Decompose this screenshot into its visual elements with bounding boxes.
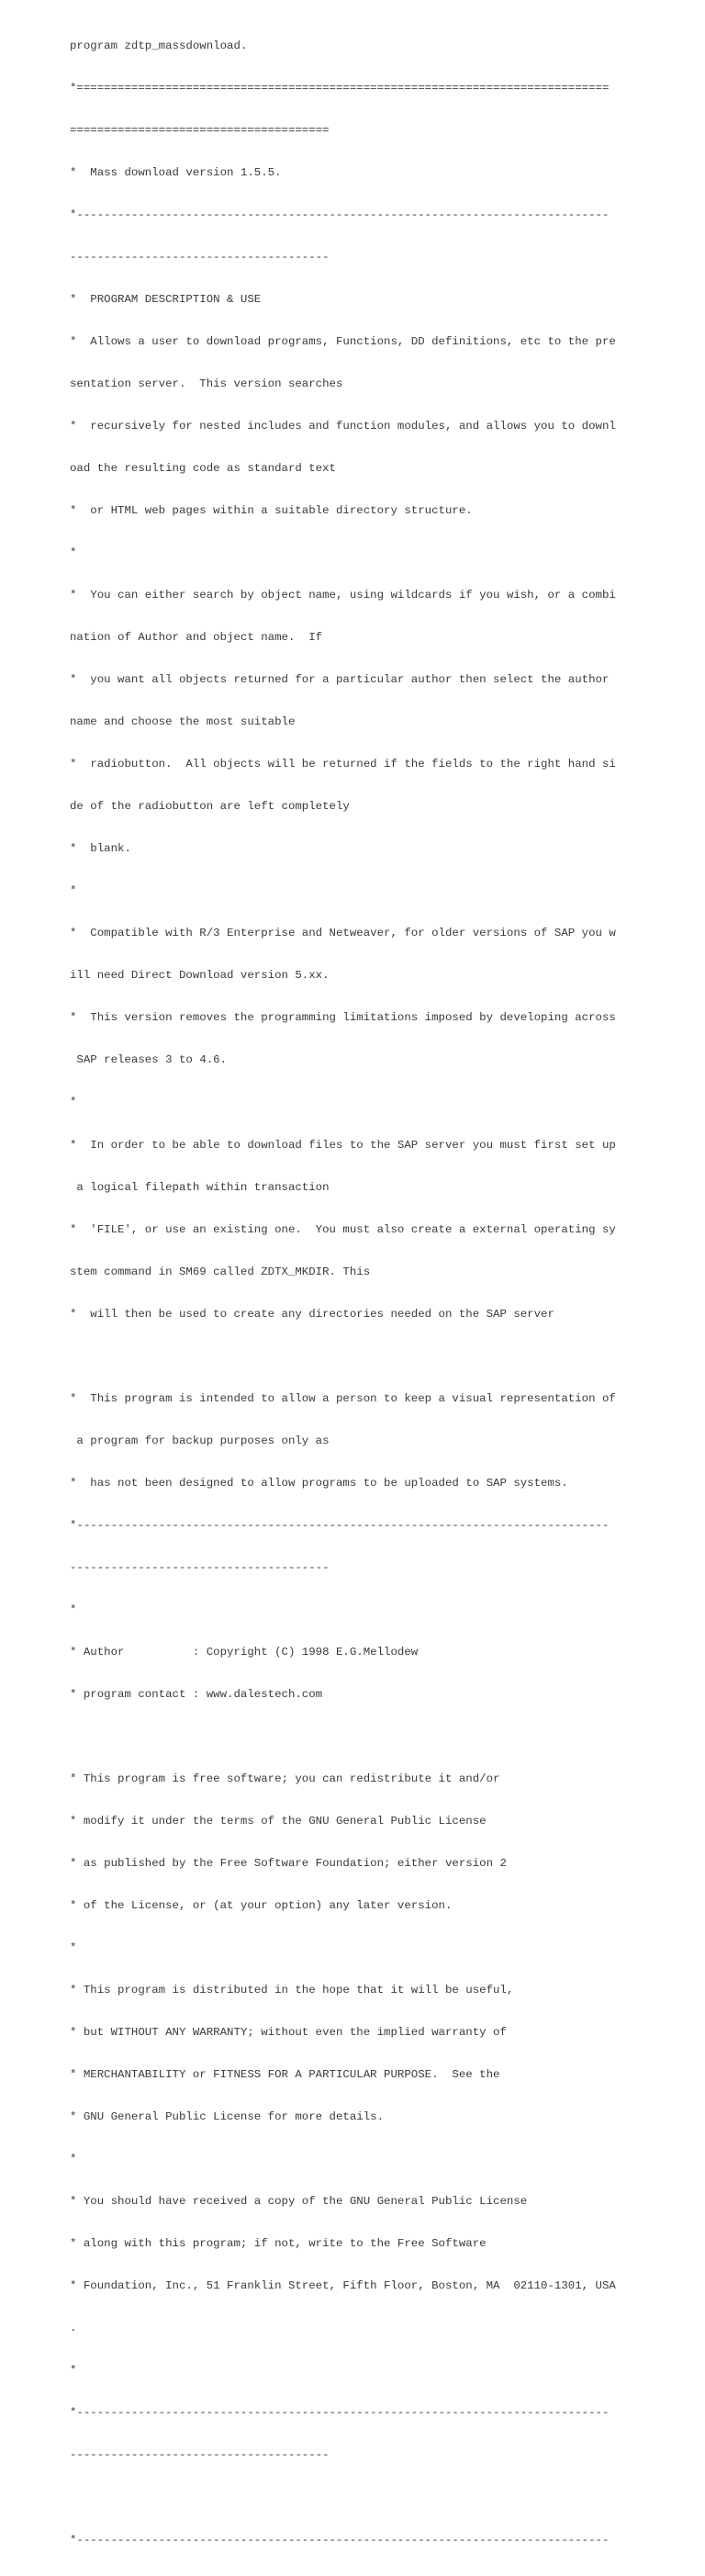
- source-code-listing: [70, 11, 621, 2576]
- code-line: --------------------------------------: [70, 1560, 330, 1574]
- code-line: * Allows a user to download programs, Functions, DD definitions, etc to the pre: [70, 334, 616, 348]
- code-line: * PROGRAM DESCRIPTION & USE: [70, 292, 262, 306]
- code-line: * This version removes the programming limitations imposed by developing across: [70, 1011, 616, 1025]
- code-line: *------------------------------------------------------------------------------: [70, 2533, 610, 2547]
- code-line: * MERCHANTABILITY or FITNESS FOR A PARTICULAR PURPOSE. See the: [70, 2068, 500, 2082]
- code-line: *------------------------------------------------------------------------------: [70, 208, 610, 221]
- code-line: * Author : Copyright (C) 1998 E.G.Mellodew: [70, 1645, 419, 1659]
- code-line: * blank.: [70, 842, 131, 856]
- code-line: a program for backup purposes only as: [70, 1434, 330, 1447]
- code-line: * as published by the Free Software Foundation; either version 2: [70, 1857, 507, 1871]
- code-line: * recursively for nested includes and function modules, and allows you to downl: [70, 419, 616, 433]
- code-line: *: [70, 2364, 77, 2378]
- code-line: * along with this program; if not, write to the Free Software: [70, 2237, 487, 2251]
- code-line: * GNU General Public License for more details.: [70, 2110, 385, 2124]
- code-line: stem command in SM69 called ZDTX_MKDIR. This: [70, 1265, 371, 1278]
- code-line: * In order to be able to download files to the SAP server you must first set up: [70, 1138, 616, 1152]
- code-line: sentation server. This version searches: [70, 377, 343, 390]
- code-line: ======================================: [70, 123, 330, 137]
- code-line: *: [70, 546, 77, 560]
- code-line: * You should have received a copy of the GNU General Public License: [70, 2195, 528, 2209]
- code-line: *------------------------------------------------------------------------------: [70, 2406, 610, 2420]
- code-line: * This program is intended to allow a person to keep a visual representation of: [70, 1391, 616, 1405]
- code-line: * Mass download version 1.5.5.: [70, 165, 282, 179]
- code-line: * You can either search by object name, using wildcards if you wish, or a combi: [70, 589, 616, 602]
- code-line: * of the License, or (at your option) any later version.: [70, 1899, 453, 1913]
- code-line: * This program is free software; you can redistribute it and/or: [70, 1772, 500, 1785]
- code-line: .: [70, 2322, 77, 2335]
- code-line: nation of Author and object name. If: [70, 631, 323, 645]
- code-line: a logical filepath within transaction: [70, 1180, 330, 1194]
- code-line: ill need Direct Download version 5.xx.: [70, 969, 330, 983]
- code-line: oad the resulting code as standard text: [70, 462, 336, 475]
- code-line: * radiobutton. All objects will be returned if the fields to the right hand si: [70, 758, 616, 771]
- code-line: * you want all objects returned for a particular author then select the author: [70, 673, 610, 687]
- code-line: * but WITHOUT ANY WARRANTY; without even the implied warranty of: [70, 2026, 507, 2040]
- code-line: * has not been designed to allow programs to be uploaded to SAP systems.: [70, 1476, 568, 1490]
- code-line: [70, 1350, 621, 1364]
- code-line: * will then be used to create any directories needed on the SAP server: [70, 1307, 554, 1321]
- code-line: * Foundation, Inc., 51 Franklin Street, Fifth Floor, Boston, MA 02110-1301, USA: [70, 2279, 616, 2293]
- code-line: *: [70, 2153, 77, 2166]
- code-line: program zdtp_massdownload.: [70, 39, 248, 52]
- code-line: de of the radiobutton are left completely: [70, 800, 350, 814]
- code-line: --------------------------------------: [70, 250, 330, 264]
- code-line: name and choose the most suitable: [70, 715, 296, 729]
- code-line: * This program is distributed in the hope that it will be useful,: [70, 1984, 514, 1997]
- code-line: --------------------------------------: [70, 2448, 330, 2462]
- code-line: [70, 1730, 621, 1744]
- code-line: *------------------------------------------------------------------------------: [70, 1518, 610, 1532]
- code-line: * or HTML web pages within a suitable directory structure.: [70, 504, 473, 518]
- code-line: *: [70, 1096, 77, 1109]
- code-line: *: [70, 1603, 77, 1616]
- code-line: *: [70, 1941, 77, 1955]
- code-line: *==============================================================================: [70, 81, 610, 95]
- code-line: *: [70, 884, 77, 898]
- code-line: * program contact : www.dalestech.com: [70, 1687, 323, 1701]
- code-line: SAP releases 3 to 4.6.: [70, 1053, 228, 1067]
- code-line: * Compatible with R/3 Enterprise and Netweaver, for older versions of SAP you w: [70, 927, 616, 940]
- code-line: [70, 2492, 621, 2505]
- code-line: * 'FILE', or use an existing one. You must also create a external operating sy: [70, 1222, 616, 1236]
- code-line: * modify it under the terms of the GNU General Public License: [70, 1815, 487, 1828]
